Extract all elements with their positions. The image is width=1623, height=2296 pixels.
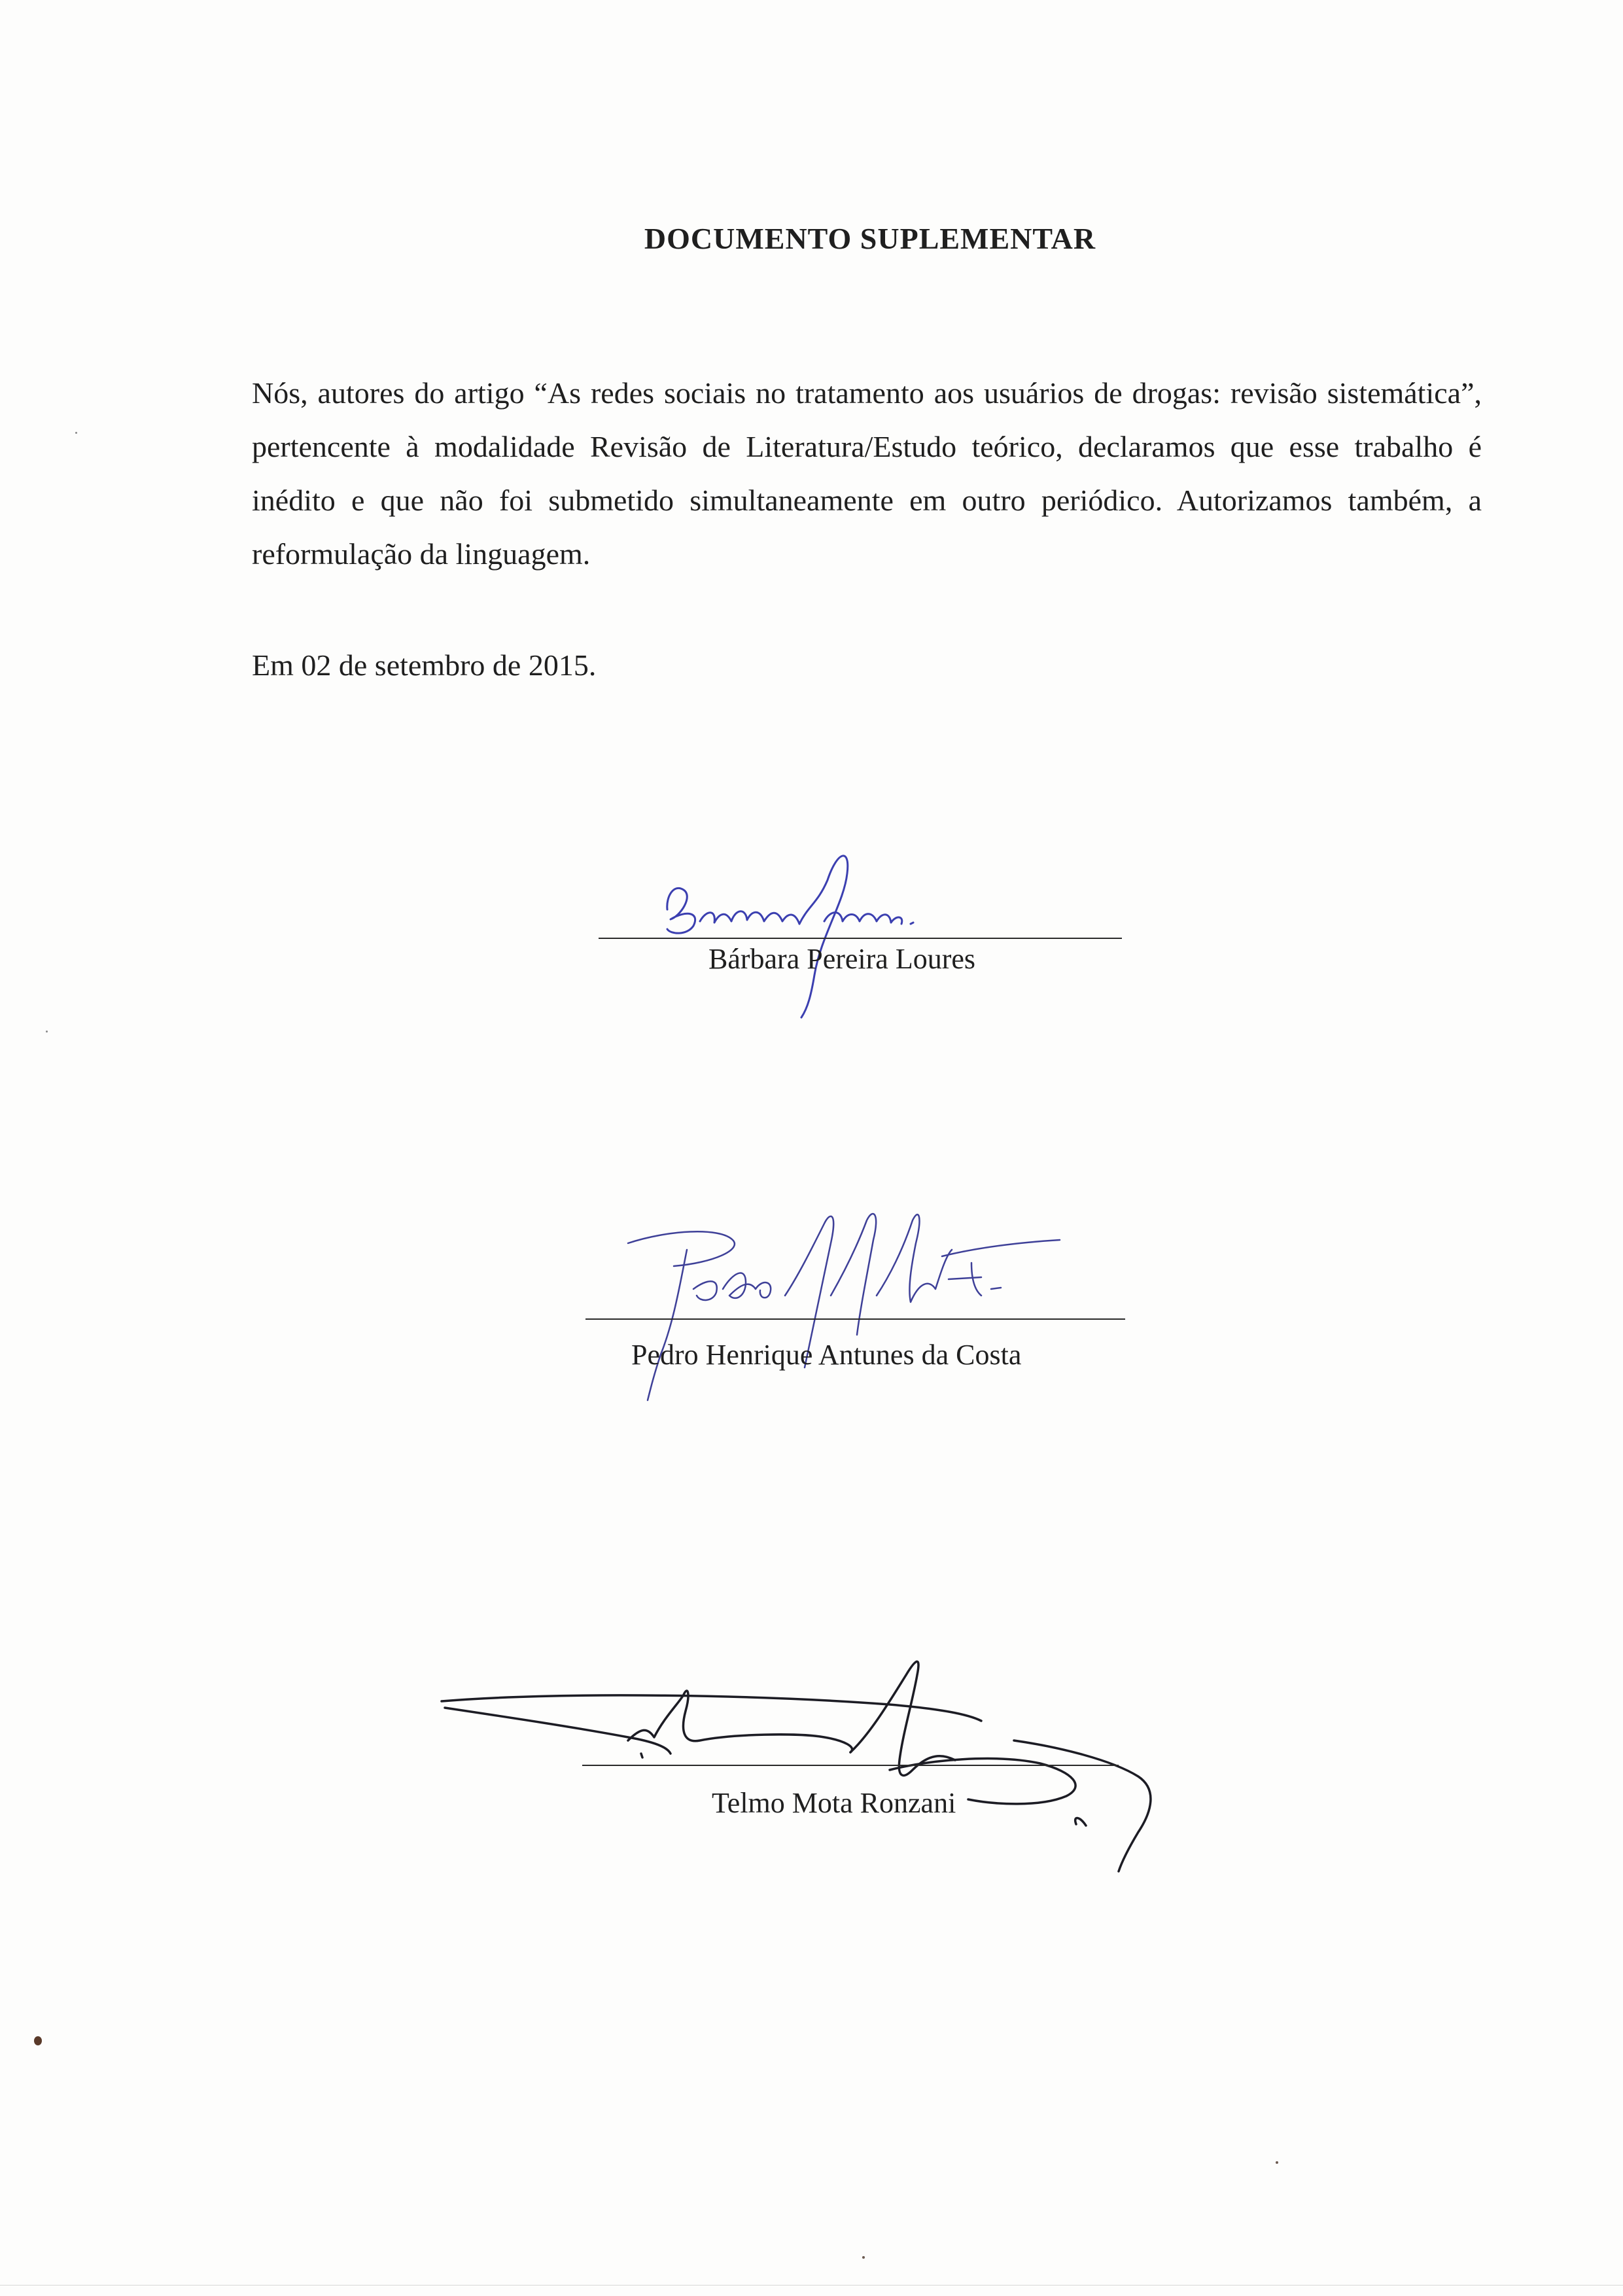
scan-bottom-edge bbox=[0, 2285, 1623, 2286]
signatory-name: Pedro Henrique Antunes da Costa bbox=[631, 1339, 1022, 1371]
scan-speck bbox=[46, 1031, 48, 1033]
signature-line bbox=[599, 938, 1122, 939]
declaration-paragraph: Nós, autores do artigo “As redes sociais no tratamento aos usuários de drogas: revisão sistemática”, pertencente à modalidade Revisão de Literatura/Estudo teórico, declaramos que esse trabalho é inédito e que não foi submetido simultaneamente em outro periódico. Autorizamos também, a reformulação da linguagem. bbox=[252, 376, 1482, 571]
scan-speck bbox=[34, 2036, 42, 2045]
signatory-name: Telmo Mota Ronzani bbox=[712, 1787, 956, 1819]
document-title: DOCUMENTO SUPLEMENTAR bbox=[644, 222, 1096, 255]
signature-barbara-image bbox=[654, 844, 1021, 1021]
scan-speck bbox=[1276, 2161, 1278, 2164]
signature-telmo-image bbox=[432, 1655, 1230, 1878]
scan-speck bbox=[862, 2256, 865, 2259]
signature-line bbox=[582, 1765, 1119, 1766]
signature-pedro-image bbox=[615, 1204, 1086, 1413]
scan-speck bbox=[75, 432, 77, 434]
declaration-date: Em 02 de setembro de 2015. bbox=[252, 648, 597, 682]
signature-line bbox=[585, 1318, 1125, 1320]
signatory-name: Bárbara Pereira Loures bbox=[708, 943, 976, 975]
